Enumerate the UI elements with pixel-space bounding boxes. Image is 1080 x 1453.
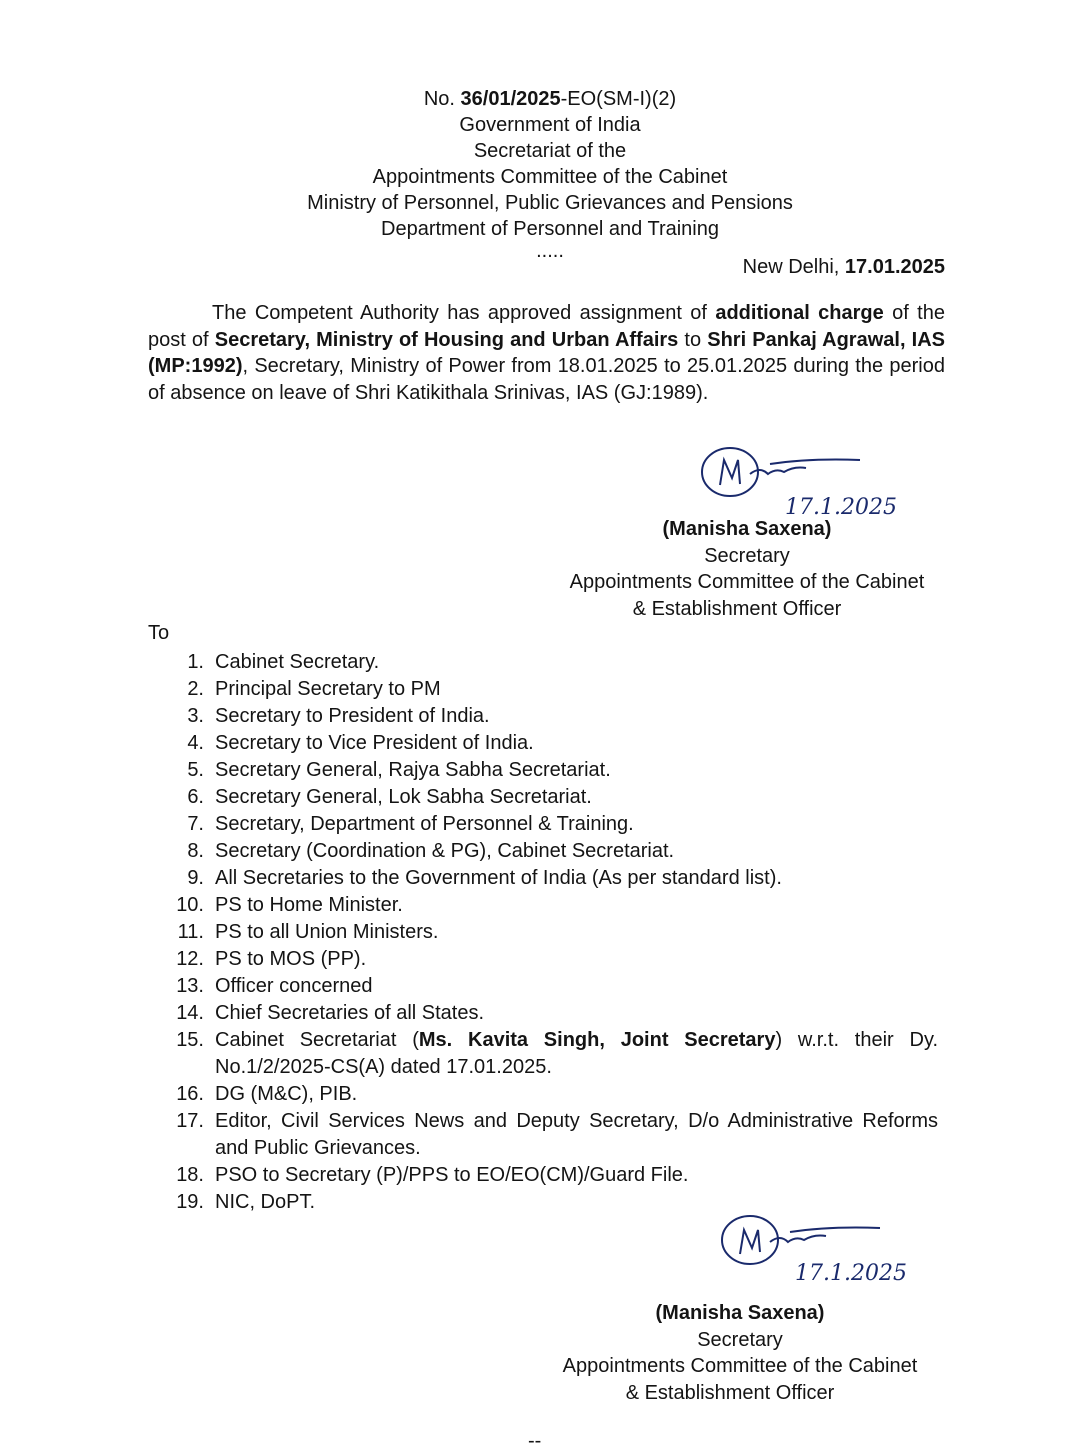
emphasis-text: Ms. Kavita Singh, Joint Secretary [418,1029,776,1051]
list-item-text: DG (M&C), PIB. [215,1083,358,1105]
list-item [148,811,938,838]
list-item-number: 1. [187,651,204,673]
header-separator: ..... [536,240,564,262]
page-continuation-mark: -- [528,1430,542,1452]
list-item-number: 15. [176,1029,204,1051]
ref-suffix: -EO(SM-I)(2) [560,88,677,110]
list-item-text: Cabinet Secretary. [215,651,380,673]
signatory-designation: Secretary [697,1328,783,1351]
signature-icon [690,440,960,520]
place-date [743,256,945,279]
list-item-number: 4. [187,732,204,754]
list-item-number: 12. [176,948,204,970]
list-item-number: 9. [187,867,204,889]
list-item [148,1000,938,1027]
list-item-number: 8. [187,840,204,862]
list-item-number: 14. [176,1002,204,1024]
list-item-number: 19. [176,1191,204,1213]
list-item [148,1081,938,1108]
ref-number: 36/01/2025 [460,88,561,110]
list-item-text: Secretary, Department of Personnel & Training. [215,813,634,835]
list-item [148,1027,938,1081]
signatory-name: (Manisha Saxena) [662,518,832,540]
list-item-text: PSO to Secretary (P)/PPS to EO/EO(CM)/Guard File. [215,1164,689,1186]
list-item-number: 13. [176,975,204,997]
emphasis-text: Shri Pankaj Agrawal, IAS (MP:1992) [148,328,945,377]
body-text: , Secretary, Ministry of Power from 18.01.2025 to 25.01.2025 during the period of absence on leave of Shri Katikithala Srinivas, IAS (GJ:1989). [148,355,945,404]
signatory-block [547,516,947,622]
body-text: of the post of [148,302,945,351]
signatory-office: Appointments Committee of the Cabinet [569,571,925,593]
list-item [148,730,938,757]
body-text: to [678,328,708,351]
signature-date: 17.1.2025 [795,1261,907,1286]
list-item-number: 3. [187,705,204,727]
signature-date: 17.1.2025 [785,495,897,520]
list-item-number: 2. [187,678,204,700]
signatory-designation: Secretary [704,544,790,567]
header-line: Appointments Committee of the Cabinet [372,166,728,188]
list-item-number: 18. [176,1164,204,1186]
to-label: To [148,622,170,644]
letter-header [0,86,1080,260]
list-item-number: 7. [187,813,204,835]
list-item-text-part: Cabinet Secretariat ( [215,1029,419,1051]
list-item-text: Editor, Civil Services News and Deputy Secretary, D/o Administrative Reforms and Public Grievances. [215,1110,938,1159]
reference-number [0,86,1080,112]
body-text: The Competent Authority has approved assignment of [212,302,716,324]
list-item-text: Officer concerned [215,975,373,997]
list-item [148,946,938,973]
header-line: Ministry of Personnel, Public Grievances and Pensions [307,192,793,214]
list-item-number: 16. [176,1083,204,1105]
list-item [148,649,938,676]
header-line: Department of Personnel and Training [381,218,719,240]
list-item-text: Secretary to Vice President of India. [215,732,534,754]
list-item [148,703,938,730]
list-item-number: 6. [187,786,204,808]
list-item-number: 11. [177,921,204,943]
place: New Delhi, [742,256,845,278]
list-item-text: Chief Secretaries of all States. [215,1002,485,1024]
list-item-text: All Secretaries to the Government of India (As per standard list). [215,867,782,889]
distribution-list [148,649,938,1216]
list-item [148,865,938,892]
signatory-block [540,1300,940,1406]
list-item-text: Principal Secretary to PM [215,678,441,700]
signatory-office-2: & Establishment Officer [625,1381,835,1404]
signature-icon [700,1212,970,1292]
emphasis-text: Secretary, Ministry of Housing and Urban Affairs [214,328,679,351]
list-item-text [215,1027,938,1081]
list-item-text: PS to Home Minister. [215,894,403,916]
list-item-number: 10. [176,894,204,916]
emphasis-text: additional charge [715,302,884,324]
header-line: Secretariat of the [473,140,627,162]
list-item-text: Secretary (Coordination & PG), Cabinet Secretariat. [215,840,675,862]
list-item-text: Secretary General, Rajya Sabha Secretariat. [215,759,611,781]
body-paragraph [148,300,945,406]
letter-date: 17.01.2025 [844,256,945,278]
list-item [148,1108,938,1162]
list-item-text: NIC, DoPT. [215,1191,316,1213]
list-item [148,1162,938,1189]
list-item-text: Secretary to President of India. [215,705,490,727]
list-item-number: 5. [187,759,204,781]
list-item [148,892,938,919]
list-item [148,919,938,946]
header-line: Government of India [459,114,641,136]
list-item-text: Secretary General, Lok Sabha Secretariat. [215,786,592,808]
signatory-office: Appointments Committee of the Cabinet [562,1355,918,1377]
list-item-text: PS to all Union Ministers. [215,921,439,943]
ref-prefix: No. [423,88,461,110]
list-item [148,973,938,1000]
signatory-name: (Manisha Saxena) [655,1302,825,1324]
list-item-text: PS to MOS (PP). [215,948,367,970]
list-item [148,757,938,784]
list-item [148,676,938,703]
list-item-number: 17. [176,1110,204,1132]
list-item [148,784,938,811]
list-item-text-part: ) w.r.t. their Dy. No.1/2/2025-CS(A) dated 17.01.2025. [215,1029,939,1078]
list-item [148,838,938,865]
signatory-office-2: & Establishment Officer [632,597,842,620]
